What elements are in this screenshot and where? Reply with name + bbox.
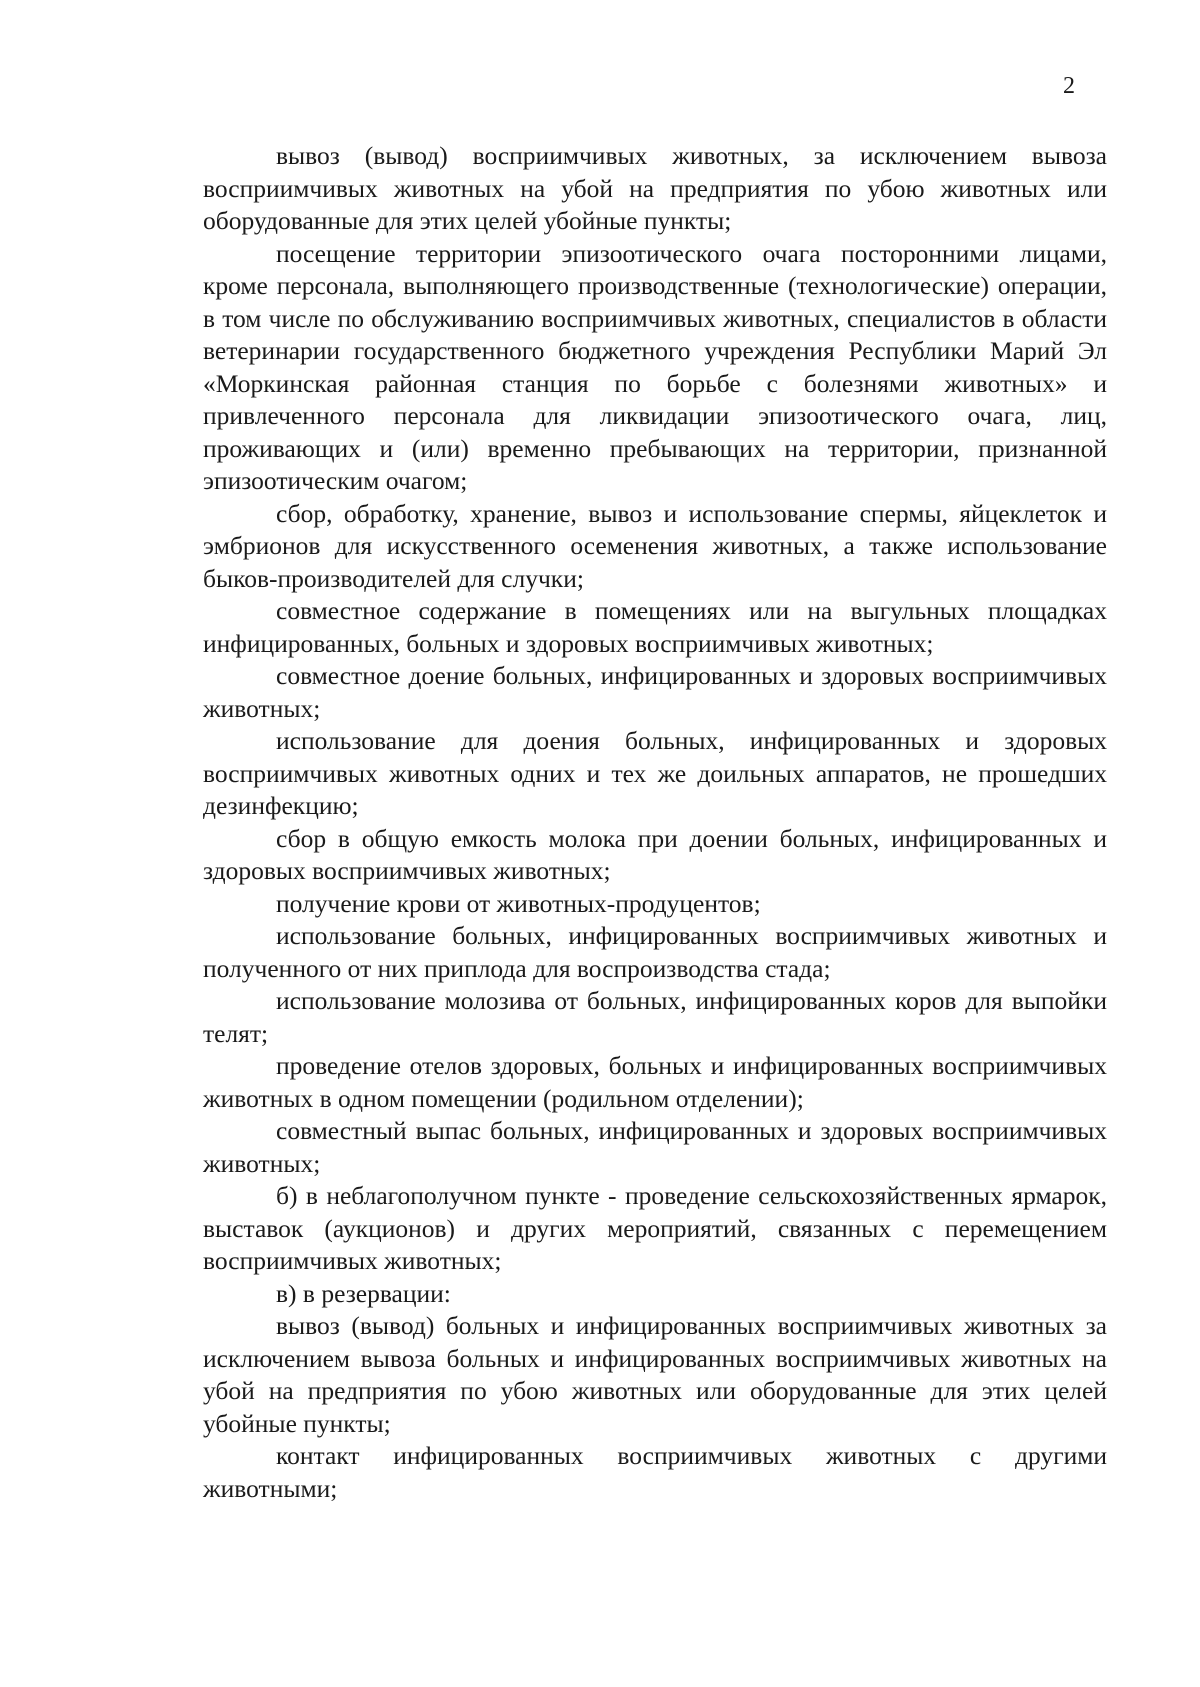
- paragraph: посещение территории эпизоотического очага посторонними лицами, кроме персонала, выполняющего производственные (технологические) операции, в том числе по обслуживанию восприимчивых животных, специалистов в области ветеринарии государственного бюджетного учреждения Республики Марий Эл «Моркинская районная станция по борьбе с болезнями животных» и привлеченного персонала для ликвидации эпизоотического очага, лиц, проживающих и (или) временно пребывающих на территории, признанной эпизоотическим очагом;: [203, 238, 1107, 495]
- page-number: 2: [1063, 73, 1075, 99]
- paragraph: вывоз (вывод) восприимчивых животных, за исключением вывоза восприимчивых животных на убой на предприятия по убою животных или оборудованные для этих целей убойные пункты;: [203, 141, 1107, 235]
- paragraph: б) в неблагополучном пункте - проведение сельскохозяйственных ярмарок, выставок (аукционов) и других мероприятий, связанных с перемещением восприимчивых животных;: [203, 1181, 1107, 1275]
- paragraph: проведение отелов здоровых, больных и инфицированных восприимчивых животных в одном помещении (родильном отделении);: [203, 1051, 1107, 1113]
- paragraph: совместное содержание в помещениях или на выгульных площадках инфицированных, больных и здоровых восприимчивых животных;: [203, 596, 1107, 658]
- paragraph: в) в резервации:: [276, 1278, 451, 1308]
- paragraph: сбор, обработку, хранение, вывоз и использование спермы, яйцеклеток и эмбрионов для искусственного осеменения животных, а также использование быков-производителей для случки;: [203, 498, 1107, 593]
- paragraph: получение крови от животных-продуцентов;: [276, 888, 761, 918]
- paragraph: совместное доение больных, инфицированных и здоровых восприимчивых животных;: [203, 661, 1107, 723]
- paragraph: использование больных, инфицированных восприимчивых животных и полученного от них приплода для воспроизводства стада;: [203, 921, 1107, 983]
- paragraph: совместный выпас больных, инфицированных и здоровых восприимчивых животных;: [203, 1116, 1107, 1178]
- paragraph: использование молозива от больных, инфицированных коров для выпойки телят;: [203, 986, 1107, 1048]
- document-body: [203, 140, 1107, 1505]
- paragraph: использование для доения больных, инфицированных и здоровых восприимчивых животных одних и тех же доильных аппаратов, не прошедших дезинфекцию;: [203, 726, 1107, 820]
- paragraph: контакт инфицированных восприимчивых животных с другими животными;: [203, 1441, 1107, 1503]
- paragraph: сбор в общую емкость молока при доении больных, инфицированных и здоровых восприимчивых животных;: [203, 823, 1107, 885]
- paragraph: вывоз (вывод) больных и инфицированных восприимчивых животных за исключением вывоза больных и инфицированных восприимчивых животных на убой на предприятия по убою животных или оборудованные для этих целей убойные пункты;: [203, 1311, 1107, 1438]
